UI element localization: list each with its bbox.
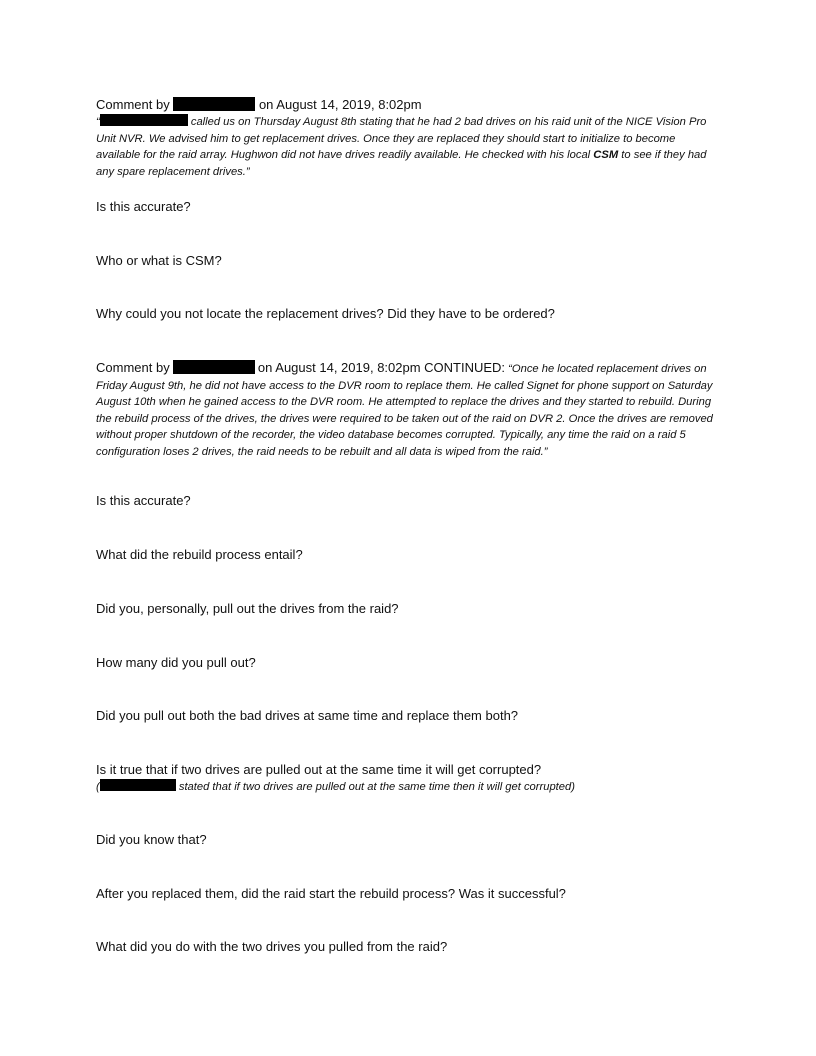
comment-1-prefix: Comment by: [96, 97, 170, 112]
question: Why could you not locate the replacement drives? Did they have to be ordered?: [96, 306, 555, 321]
note-open-paren: (: [96, 781, 100, 793]
comment-1-quote: [96, 114, 720, 180]
quote-part-2: to see if they had any spare replacement drives.”: [96, 149, 707, 178]
question: After you replaced them, did the raid start the rebuild process? Was it successful?: [96, 886, 566, 901]
comment-2-date: on August 14, 2019, 8:02pm CONTINUED:: [257, 360, 506, 375]
quote-part-1: called us on Thursday August 8th stating that he had 2 bad drives on his raid unit of the NICE Vision Pro Unit NVR. We advised him to get replacement drives. Once they are replaced they should start to initialize to become available for the raid array. Hughwon did not have drives readily available. He checked with his local: [96, 116, 707, 161]
redacted-name-block: [100, 114, 188, 126]
redacted-name-block: [173, 360, 255, 374]
note-text: stated that if two drives are pulled out at the same time then it will get corrupted): [178, 781, 575, 793]
comment-2-prefix: Comment by: [96, 360, 170, 375]
redacted-note: [96, 779, 575, 796]
quote-bold-term: CSM: [593, 149, 619, 161]
question: Did you, personally, pull out the drives from the raid?: [96, 601, 399, 616]
question: Is it true that if two drives are pulled out at the same time it will get corrupted?: [96, 762, 542, 777]
quote-open-mark: “: [96, 116, 100, 128]
question: Is this accurate?: [96, 493, 191, 508]
redacted-name-block: [100, 779, 176, 791]
comment-1-header: [96, 97, 422, 113]
question: What did the rebuild process entail?: [96, 547, 303, 562]
question: What did you do with the two drives you pulled from the raid?: [96, 939, 448, 954]
redacted-name-block: [173, 97, 255, 111]
question: How many did you pull out?: [96, 655, 256, 670]
question: Did you pull out both the bad drives at same time and replace them both?: [96, 708, 519, 723]
comment-2: [96, 360, 720, 460]
question: Who or what is CSM?: [96, 253, 222, 268]
comment-2-quote: “Once he located replacement drives on Friday August 9th, he did not have access to the DVR room to replace them. He called Signet for phone support on Saturday August 10th when he gained access to the DVR room. He attempted to replace the drives and they started to rebuild. During the rebuild process of the drives, the drives were required to be taken out of the raid on DVR 2. Once the drives are removed without proper shutdown of the recorder, the video database becomes corrupted. Typically, any time the raid on a raid 5 configuration loses 2 drives, the raid needs to be rebuilt and all data is wiped from the raid.”: [96, 363, 713, 458]
question: Is this accurate?: [96, 199, 191, 214]
question: Did you know that?: [96, 832, 207, 847]
comment-1-date: on August 14, 2019, 8:02pm: [258, 97, 422, 112]
